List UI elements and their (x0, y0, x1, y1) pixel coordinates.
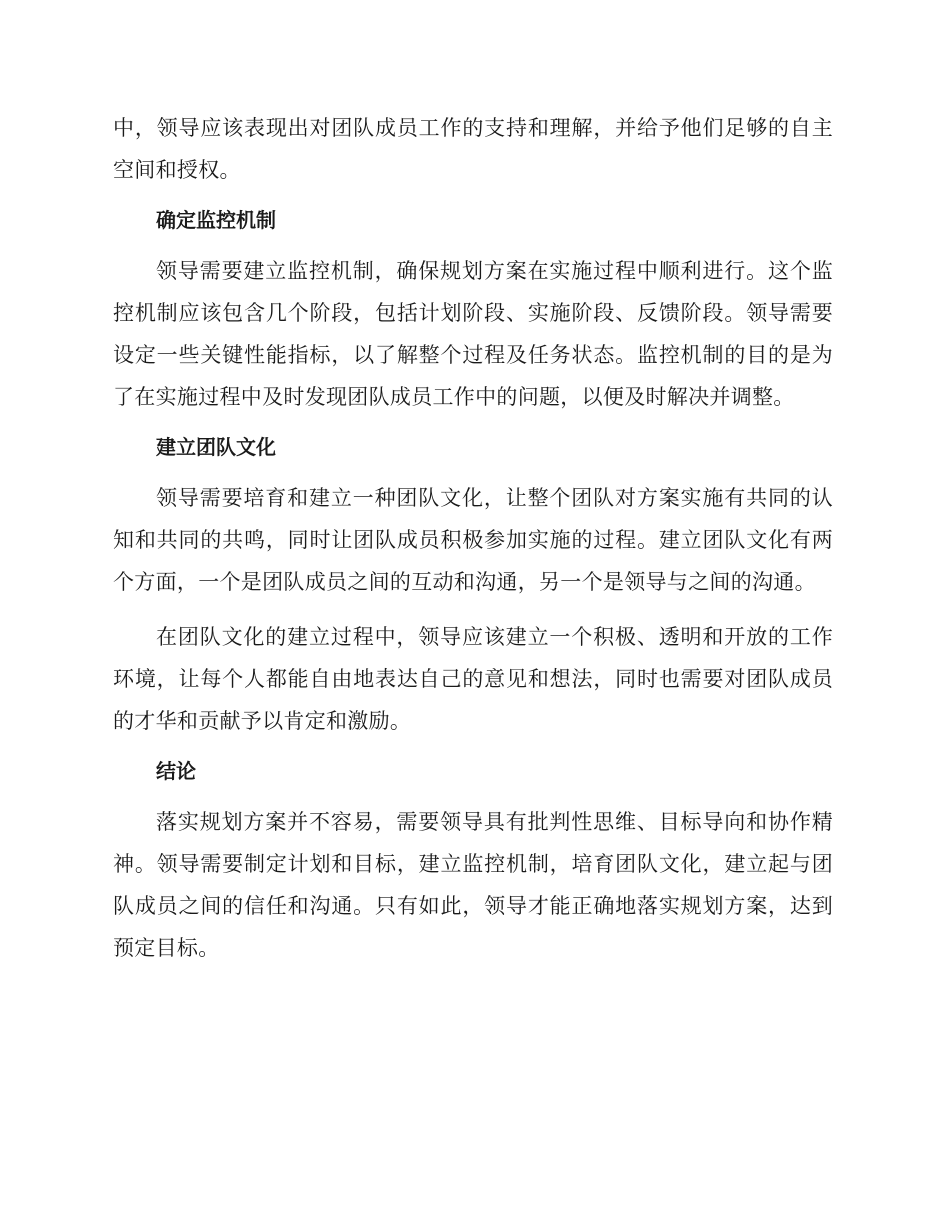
paragraph-team-culture-1: 领导需要培育和建立一种团队文化，让整个团队对方案实施有共同的认知和共同的共鸣，同时让团队成员积极参加实施的过程。建立团队文化有两个方面，一个是团队成员之间的互动和沟通，另一个是领导与之间的沟通。 (113, 486, 833, 594)
paragraph-monitoring: 领导需要建立监控机制，确保规划方案在实施过程中顺利进行。这个监控机制应该包含几个阶段，包括计划阶段、实施阶段、反馈阶段。领导需要设定一些关键性能指标，以了解整个过程及任务状态。监控机制的目的是为了在实施过程中及时发现团队成员工作中的问题，以便及时解决并调整。 (113, 259, 833, 409)
heading-monitoring: 确定监控机制 (156, 208, 276, 232)
heading-team-culture: 建立团队文化 (156, 435, 276, 459)
heading-conclusion: 结论 (156, 759, 196, 783)
paragraph-team-culture-2: 在团队文化的建立过程中，领导应该建立一个积极、透明和开放的工作环境，让每个人都能自由地表达自己的意见和想法，同时也需要对团队成员的才华和贡献予以肯定和激励。 (113, 625, 833, 733)
document-page (113, 107, 833, 969)
paragraph-conclusion: 落实规划方案并不容易，需要领导具有批判性思维、目标导向和协作精神。领导需要制定计划和目标，建立监控机制，培育团队文化，建立起与团队成员之间的信任和沟通。只有如此，领导才能正确地落实规划方案，达到预定目标。 (113, 810, 833, 960)
paragraph-continuation: 中，领导应该表现出对团队成员工作的支持和理解，并给予他们足够的自主空间和授权。 (113, 116, 833, 182)
